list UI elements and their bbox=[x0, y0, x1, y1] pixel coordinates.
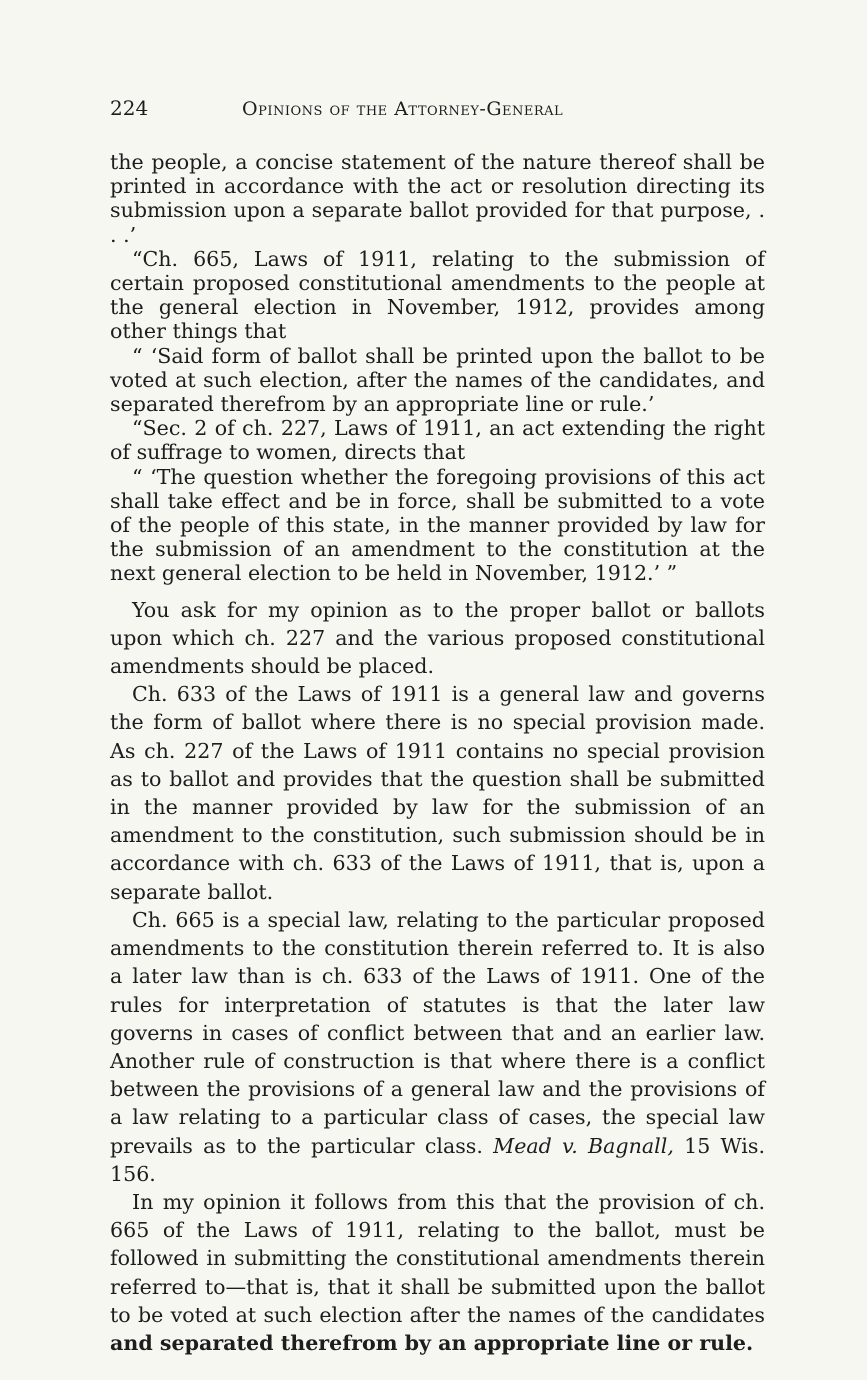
body-paragraph bbox=[110, 1188, 765, 1357]
paragraph-text: Ch. 665 is a special law, relating to the particular proposed amendments to the constitution therein referred to. It is also a later law than is ch. 633 of the Laws of 1911. One of the rules for interpretation of statutes is that the later law governs in cases of conflict between that and an earlier law. Another rule of construction is that where there is a conflict between the provisions of a general law and the provisions of a law relating to a particular class of cases, the special law prevails as to the particular class. bbox=[110, 907, 765, 1158]
page-header bbox=[110, 96, 765, 126]
quoted-paragraph: “ ‘Said form of ballot shall be printed upon the ballot to be voted at such election, after the names of the candidates, and separated therefrom by an appropriate line or rule.’ bbox=[110, 343, 765, 417]
case-name: Mead v. Bagnall, bbox=[493, 1133, 674, 1158]
paragraph-final-line: and separated therefrom by an appropriate line or rule. bbox=[110, 1330, 754, 1355]
body-paragraph: You ask for my opinion as to the proper ballot or ballots upon which ch. 227 and the various proposed constitutional amendments should be placed. bbox=[110, 597, 765, 679]
body-text bbox=[110, 150, 765, 1357]
quoted-paragraph: “Ch. 665, Laws of 1911, relating to the submission of certain proposed constitutional amendments to the people at the general election in November, 1912, provides among other things that bbox=[110, 246, 765, 344]
paragraph-text: In my opinion it follows from this that the provision of ch. 665 of the Laws of 1911, relating to the ballot, must be followed in submitting the constitutional amendments therein referred to—that is, that it shall be submitted upon the ballot to be voted at such election after the names of the candidates bbox=[110, 1189, 765, 1327]
body-paragraph: Ch. 633 of the Laws of 1911 is a general law and governs the form of ballot where there is no special provision made. As ch. 227 of the Laws of 1911 contains no special provision as to ballot and provides that the question shall be submitted in the manner provided by law for the submission of an amendment to the constitution, such submission should be in accordance with ch. 633 of the Laws of 1911, that is, upon a separate ballot. bbox=[110, 682, 765, 904]
running-head: Opinions of the Attorney-General bbox=[242, 98, 564, 120]
page-number: 224 bbox=[110, 96, 149, 120]
case-citation: 15 Wis. 156. bbox=[110, 1133, 766, 1186]
quoted-paragraph: “Sec. 2 of ch. 227, Laws of 1911, an act extending the right of suffrage to women, directs that bbox=[110, 416, 765, 465]
quoted-paragraph: the people, a concise statement of the nature thereof shall be printed in accordance with the act or resolution directing its submission upon a separate ballot provided for that purpose, . . .’ bbox=[110, 150, 765, 247]
body-paragraph bbox=[110, 906, 765, 1188]
quoted-paragraph: “ ‘The question whether the foregoing provisions of this act shall take effect and be in force, shall be submitted to a vote of the people of this state, in the manner provided by law for the submission of an amendment to the constitution at the next general election to be held in November, 1912.’ ” bbox=[110, 464, 765, 586]
